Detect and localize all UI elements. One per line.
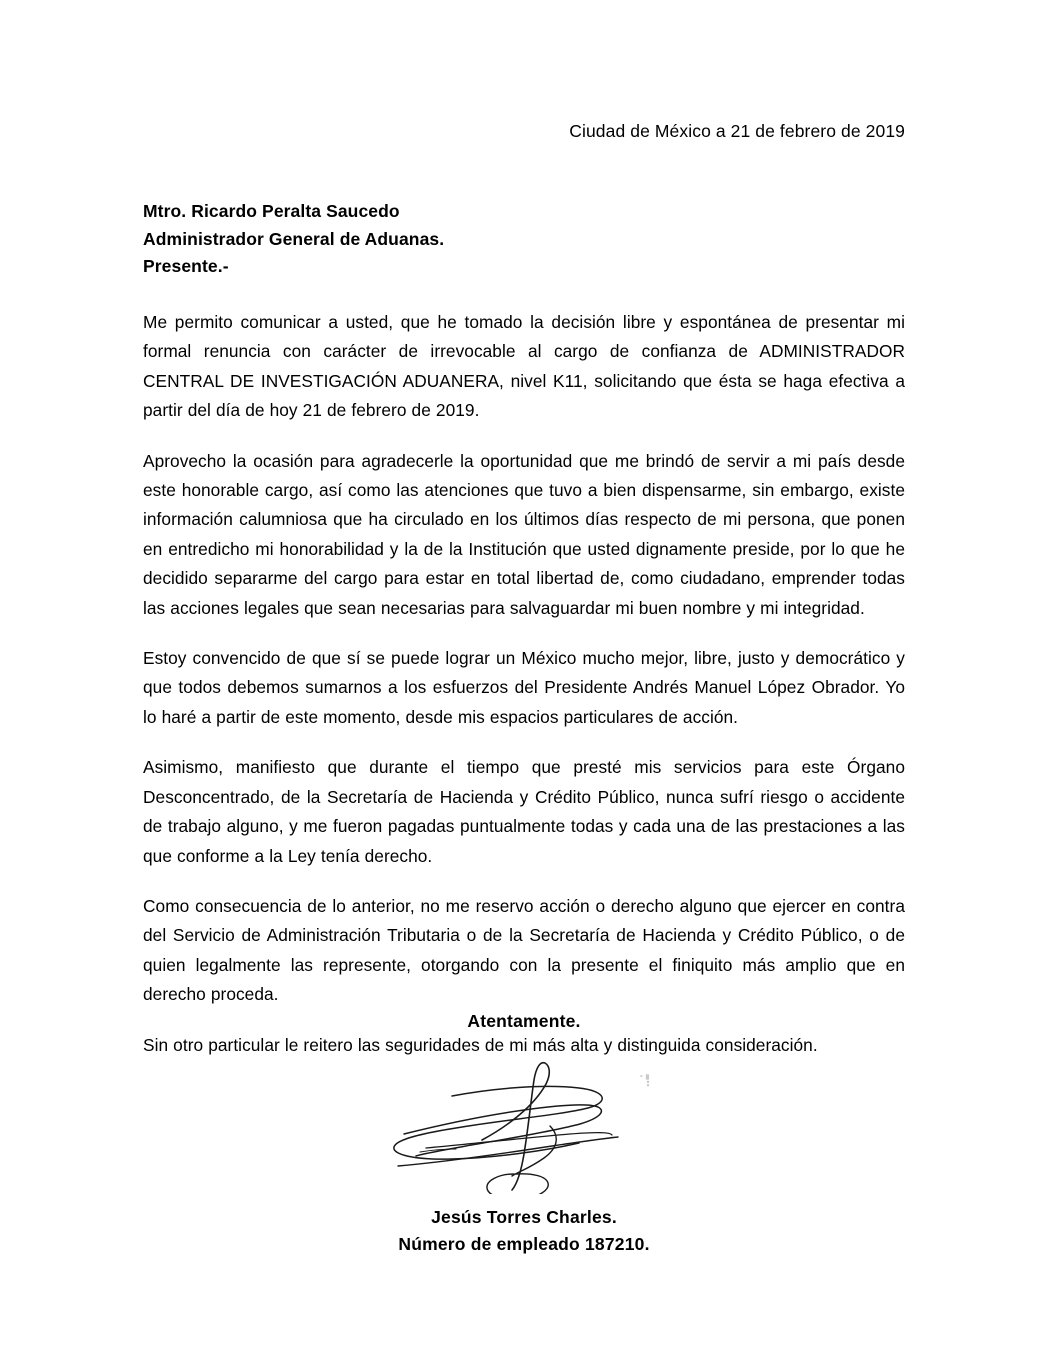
employee-number: Número de empleado 187210. [398,1234,650,1254]
body-paragraph-5: Como consecuencia de lo anterior, no me reservo acción o derecho alguno que ejercer en contra del Servicio de Administración Tributaria o de la Secretaría de Hacienda y Crédito Público, o de quien legalmente las represente, otorgando con la presente el finiquito más amplio que en derecho proceda. [143,895,905,1005]
body-paragraph-3: Estoy convencido de que sí se puede lograr un México mucho mejor, libre, justo y democrático y que todos debemos sumarnos a los esfuerzos del Presidente Andrés Manuel López Obrador. Yo lo haré a partir de este momento, desde mis espacios particulares de acción. [143,648,905,727]
letter-body [143,308,905,1060]
body-paragraph-2: Aprovecho la ocasión para agradecerle la oportunidad que me brindó de servir a mi país desde este honorable cargo, así como las atenciones que tuvo a bien dispensarme, sin embargo, existe información calumniosa que ha circulado en los últimos días respecto de mi persona, que ponen en entredicho mi honorabilidad y la de la Institución que usted dignamente preside, por lo que he decidido separarme del cargo para estar en total libertad de, como ciudadano, emprender todas las acciones legales que sean necesarias para salvaguardar mi buen nombre y mi integridad. [143,450,905,618]
closing-salutation: Atentamente. [467,1011,581,1031]
handwritten-signature-icon [374,1044,674,1194]
scan-artifact-icon [637,1072,659,1094]
signer-name: Jesús Torres Charles. [431,1207,617,1227]
addressee-salutation: Presente.- [143,256,229,276]
closing-paragraph: Sin otro particular le reitero las seguridades de mi más alta y distinguida consideración. [143,1034,818,1055]
addressee-block [143,198,905,281]
body-paragraph-4: Asimismo, manifiesto que durante el tiempo que presté mis servicios para este Órgano Desconcentrado, de la Secretaría de Hacienda y Crédito Público, nunca sufrí riesgo o accidente de trabajo alguno, y me fueron pagadas puntualmente todas y cada una de las prestaciones a las que conforme a la Ley tenía derecho. [143,757,905,866]
signature-area [143,1044,905,1204]
addressee-title: Administrador General de Aduanas. [143,228,445,249]
signature-block [143,1008,905,1258]
addressee-name: Mtro. Ricardo Peralta Saucedo [143,201,400,221]
body-paragraph-1: Me permito comunicar a usted, que he tomado la decisión libre y espontánea de presentar mi formal renuncia con carácter de irrevocable al cargo de confianza de ADMINISTRADOR CENTRAL DE INVESTIGACIÓN ADUANERA, nivel K11, solicitando que ésta se haga efectiva a partir del día de hoy 21 de febrero de 2019. [143,312,905,421]
date-line: Ciudad de México a 21 de febrero de 2019 [569,121,905,141]
